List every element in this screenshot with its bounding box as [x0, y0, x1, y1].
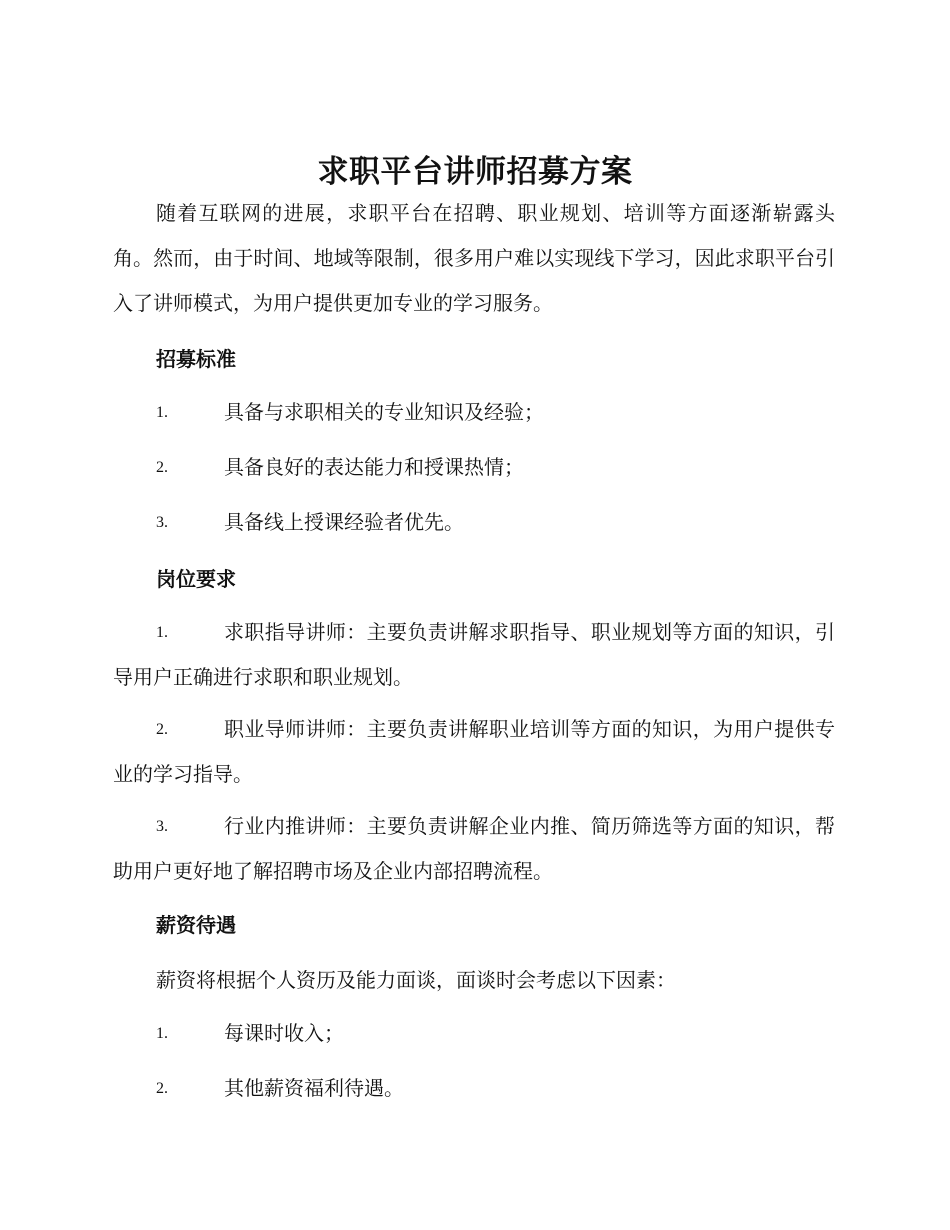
- list-item: [113, 804, 835, 894]
- salary-lead-text: 薪资将根据个人资历及能力面谈，面谈时会考虑以下因素：: [156, 968, 676, 992]
- section-heading-positions: 岗位要求: [156, 567, 236, 591]
- list-text: 行业内推讲师：主要负责讲解企业内推、简历筛选等方面的知识，帮助用户更好地了解招聘市场及企业内部招聘流程。: [113, 814, 835, 883]
- list-item: [113, 610, 835, 700]
- list-text: 职业导师讲师：主要负责讲解职业培训等方面的知识，为用户提供专业的学习指导。: [113, 717, 835, 786]
- list-text: 具备线上授课经验者优先。: [224, 510, 464, 534]
- list-number: 2.: [156, 459, 168, 476]
- list-text: 其他薪资福利待遇。: [224, 1076, 404, 1100]
- list-item: [113, 390, 835, 435]
- list-text: 每课时收入；: [224, 1021, 344, 1045]
- list-text: 具备与求职相关的专业知识及经验；: [224, 400, 544, 424]
- list-number: 1.: [156, 404, 168, 421]
- list-text: 具备良好的表达能力和授课热情；: [224, 455, 524, 479]
- section-heading-criteria: 招募标准: [156, 347, 236, 371]
- list-text: 求职指导讲师：主要负责讲解求职指导、职业规划等方面的知识，引导用户正确进行求职和职业规划。: [113, 620, 835, 689]
- list-number: 2.: [156, 721, 168, 738]
- list-item: [113, 1066, 835, 1111]
- list-number: 1.: [156, 1025, 168, 1042]
- document-title: 求职平台讲师招募方案: [317, 154, 633, 190]
- section-heading-salary: 薪资待遇: [156, 913, 236, 937]
- list-number: 1.: [156, 624, 168, 641]
- list-number: 3.: [156, 514, 168, 531]
- list-item: [113, 1011, 835, 1056]
- list-number: 2.: [156, 1080, 168, 1097]
- list-item: [113, 707, 835, 797]
- list-item: [113, 445, 835, 490]
- list-number: 3.: [156, 818, 168, 835]
- intro-paragraph: 随着互联网的进展，求职平台在招聘、职业规划、培训等方面逐渐崭露头角。然而，由于时间、地域等限制，很多用户难以实现线下学习，因此求职平台引入了讲师模式，为用户提供更加专业的学习服务。: [113, 201, 835, 315]
- list-item: [113, 500, 835, 545]
